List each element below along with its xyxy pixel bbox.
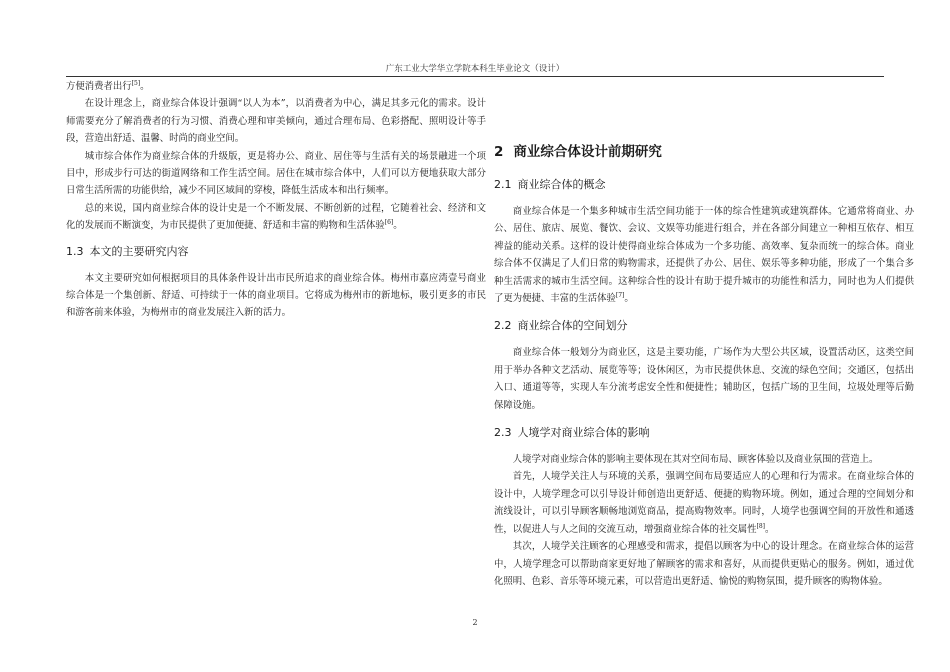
chapter-title: 商业综合体设计前期研究 (513, 144, 662, 160)
running-header: 广东工业大学华立学院本科生毕业论文（设计） (66, 62, 884, 77)
chapter-heading (494, 142, 914, 162)
section-heading-2-1 (494, 176, 914, 194)
body-paragraph: 商业综合体一般划分为商业区，这是主要功能，广场作为大型公共区域，设置活动区，这类空间用于举办各种文艺活动、展览等等；设休闲区，为市民提供休息、交流的绿色空间；交通区，包括出入口、通道等等，实现人车分流考虑安全性和便捷性；辅助区，包括广场的卫生间，垃圾处理等后勤保障设施。 (494, 347, 914, 411)
section-number: 2.1 (494, 178, 512, 191)
citation: [7] (615, 292, 625, 300)
section-number: 1.3 (66, 244, 84, 258)
section-title: 商业综合体的概念 (517, 178, 606, 191)
page-number: 2 (472, 618, 478, 627)
body-paragraph: 在设计理念上，商业综合体设计强调“以人为本”，以消费者为中心，满足其多元化的需求。设计师需要充分了解消费者的行为习惯、消费心理和审美倾向，通过合理布局、色彩搭配、照明设计等手段，营造出舒适、温馨、时尚的商业空间。 (66, 98, 486, 145)
citation: [5] (131, 80, 141, 87)
section-heading-1-3 (66, 243, 486, 261)
chapter-number: 2 (494, 144, 504, 160)
body-paragraph: 首先，人境学关注人与环境的关系，强调空间布局要适应人的心理和行为需求。在商业综合体的设计中，人境学理念可以引导设计师创造出更舒适、便捷的购物环境。例如，通过合理的空间划分和流线设计，可以引导顾客顺畅地浏览商品，提高购物效率。同时，人境学也强调空间的开放性和通透性，以促进人与人之间的交流互动，增强商业综合体的社交属性[8]。 (494, 471, 914, 535)
section-heading-2-2 (494, 317, 914, 335)
right-column (494, 142, 914, 590)
body-paragraph: 本文主要研究如何根据项目的具体条件设计出市民所追求的商业综合体。梅州市嘉应湾壹号商业综合体是一个集创新、舒适、可持续于一体的商业项目。它将成为梅州市的新地标，吸引更多的市民和游客前来体验，为梅州市的商业发展注入新的活力。 (66, 272, 486, 319)
continuation-paragraph: 方便消费者出行[5]。 (66, 80, 150, 92)
left-column (66, 78, 486, 322)
body-paragraph: 其次，人境学关注顾客的心理感受和需求，提倡以顾客为中心的设计理念。在商业综合体的运营中，人境学理念可以帮助商家更好地了解顾客的需求和喜好，从而提供更贴心的服务。例如，通过优化照明、色彩、音乐等环境元素，可以营造出更舒适、愉悦的购物氛围，提升顾客的购物体验。 (494, 541, 914, 587)
section-title: 本文的主要研究内容 (89, 244, 189, 258)
citation: [8] (756, 522, 766, 530)
body-paragraph: 城市综合体作为商业综合体的升级版，更是将办公、商业、居住等与生活有关的场景融进一个项目中，形成步行可达的街道网络和工作生活空间。居住在城市综合体中，人们可以方便地获取大部分日常生活所需的功能供给，减少不同区域间的穿梭，降低生活成本和出行频率。 (66, 150, 486, 197)
citation: [6] (384, 219, 394, 227)
section-heading-2-3 (494, 424, 914, 442)
body-paragraph: 商业综合体是一个集多种城市生活空间功能于一体的综合性建筑或建筑群体。它通常将商业、办公、居住、旅店、展览、餐饮、会议、文娱等功能进行组合，并在各部分间建立一种相互依存、相互裨益的能动关系。这样的设计使得商业综合体成为一个多功能、高效率、复杂而统一的综合体。商业综合体不仅满足了人们日常的购物需求，还提供了办公、居住、娱乐等多种功能，形成了一个集合多种生活需求的城市生活空间。这种综合性的设计有助于提升城市的功能性和活力，同时也为人们提供了更为便捷、丰富的生活体验[7]。 (494, 206, 914, 305)
section-number: 2.2 (494, 319, 512, 333)
section-number: 2.3 (494, 426, 512, 440)
body-paragraph: 总的来说，国内商业综合体的设计史是一个不断发展、不断创新的过程，它随着社会、经济和文化的发展而不断演变，为市民提供了更加便捷、舒适和丰富的购物和生活体验[6]。 (66, 202, 486, 232)
section-title: 商业综合体的空间划分 (517, 319, 628, 333)
body-paragraph: 人境学对商业综合体的影响主要体现在其对空间布局、顾客体验以及商业氛围的营造上。 (512, 454, 879, 466)
section-title: 人境学对商业综合体的影响 (517, 426, 650, 440)
